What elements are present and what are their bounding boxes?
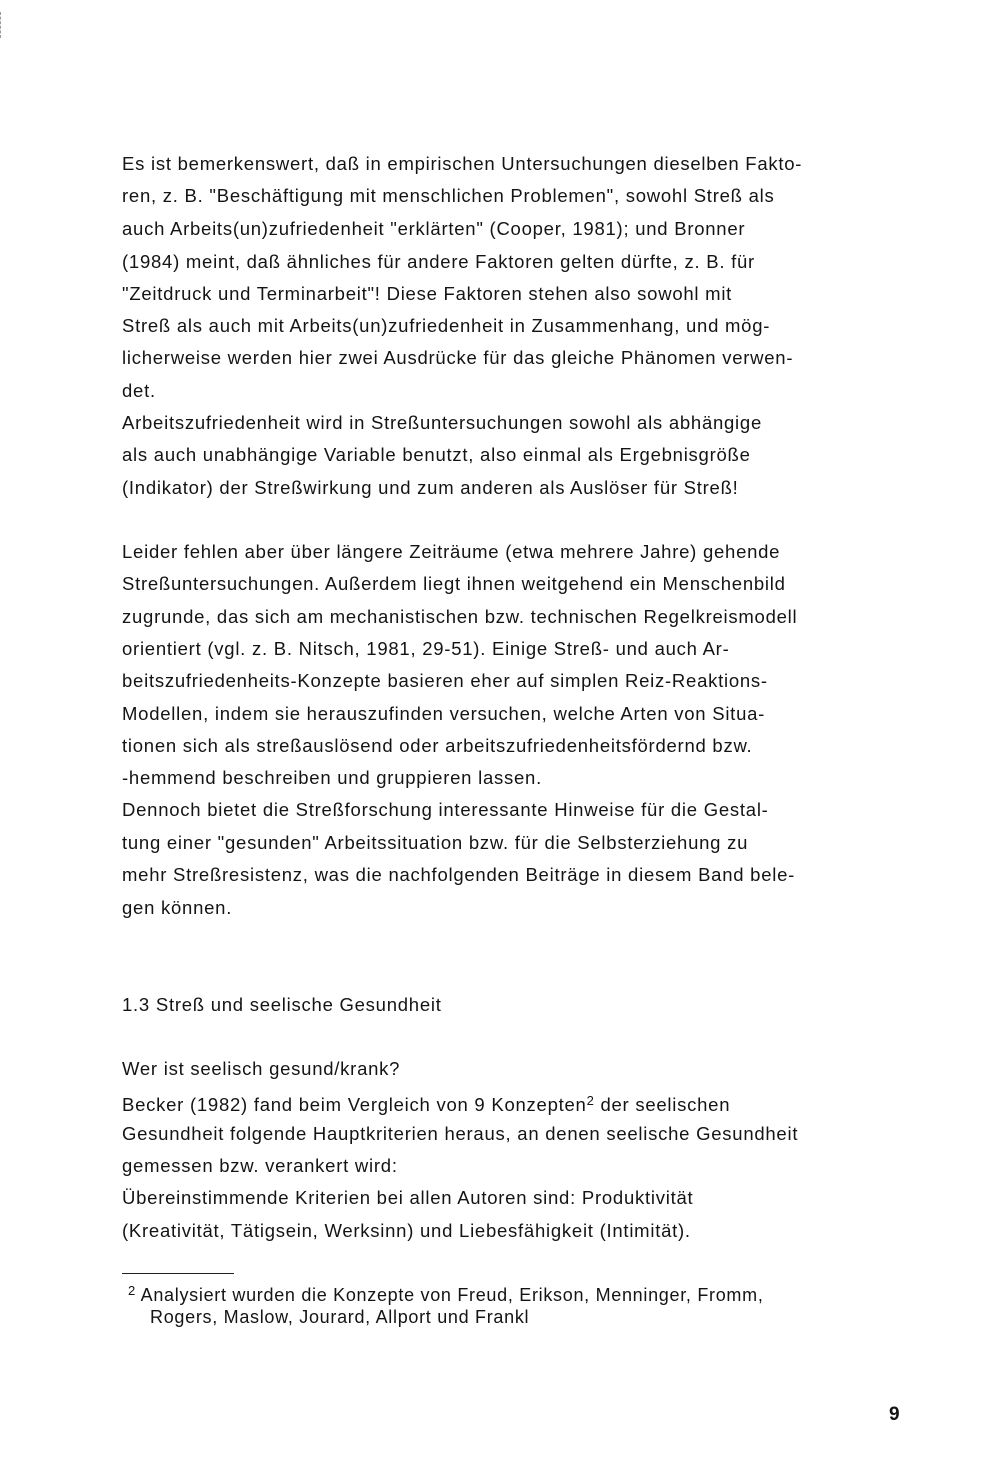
text-line bbox=[122, 1090, 730, 1116]
text-line: (1984) meint, daß ähnliches für andere Faktoren gelten dürfte, z. B. für bbox=[122, 251, 755, 272]
footnote-line: Rogers, Maslow, Jourard, Allport und Frankl bbox=[150, 1307, 530, 1327]
text-line: gemessen bzw. verankert wird: bbox=[122, 1155, 398, 1176]
text-line: Leider fehlen aber über längere Zeiträume (etwa mehrere Jahre) gehende bbox=[122, 541, 781, 562]
text-line: det. bbox=[122, 380, 156, 401]
text-line: (Kreativität, Tätigsein, Werksinn) und Liebesfähigkeit (Intimität). bbox=[122, 1220, 691, 1241]
text-line: auch Arbeits(un)zufriedenheit "erklärten" (Cooper, 1981); und Bronner bbox=[122, 218, 746, 239]
text-line: gen können. bbox=[122, 897, 233, 918]
text-fragment: Becker (1982) fand beim Vergleich von 9 Konzepten bbox=[122, 1094, 587, 1115]
text-line: Dennoch bietet die Streßforschung interessante Hinweise für die Gestal- bbox=[122, 799, 769, 820]
text-line: Es ist bemerkenswert, daß in empirischen Untersuchungen dieselben Fakto- bbox=[122, 153, 803, 174]
text-line: Arbeitszufriedenheit wird in Streßuntersuchungen sowohl als abhängige bbox=[122, 412, 762, 433]
text-line: Wer ist seelisch gesund/krank? bbox=[122, 1058, 401, 1079]
footnote-text: Analysiert wurden die Konzepte von Freud, Erikson, Menninger, Fromm, bbox=[135, 1285, 764, 1305]
page-number: 9 bbox=[889, 1404, 900, 1425]
footnote-marker: 2 bbox=[128, 1283, 136, 1298]
footnote-line bbox=[128, 1283, 764, 1306]
text-line: als auch unabhängige Variable benutzt, also einmal als Ergebnisgröße bbox=[122, 444, 751, 465]
text-line: tionen sich als streßauslösend oder arbeitszufriedenheitsfördernd bzw. bbox=[122, 735, 753, 756]
text-line: licherweise werden hier zwei Ausdrücke für das gleiche Phänomen verwen- bbox=[122, 347, 794, 368]
text-line: Übereinstimmende Kriterien bei allen Autoren sind: Produktivität bbox=[122, 1187, 694, 1208]
text-line: -hemmend beschreiben und gruppieren lassen. bbox=[122, 767, 542, 788]
scan-edge-mark bbox=[0, 12, 3, 38]
text-line: mehr Streßresistenz, was die nachfolgenden Beiträge in diesem Band bele- bbox=[122, 864, 796, 885]
text-line: Gesundheit folgende Hauptkriterien heraus, an denen seelische Gesundheit bbox=[122, 1123, 799, 1144]
text-line: Streßuntersuchungen. Außerdem liegt ihnen weitgehend ein Menschenbild bbox=[122, 573, 786, 594]
text-line: ren, z. B. "Beschäftigung mit menschlichen Problemen", sowohl Streß als bbox=[122, 185, 775, 206]
text-line: orientiert (vgl. z. B. Nitsch, 1981, 29-51). Einige Streß- und auch Ar- bbox=[122, 638, 730, 659]
section-heading: 1.3 Streß und seelische Gesundheit bbox=[122, 994, 442, 1015]
text-line: (Indikator) der Streßwirkung und zum anderen als Auslöser für Streß! bbox=[122, 477, 739, 498]
text-line: zugrunde, das sich am mechanistischen bzw. technischen Regelkreismodell bbox=[122, 606, 798, 627]
text-line: Streß als auch mit Arbeits(un)zufriedenheit in Zusammenhang, und mög- bbox=[122, 315, 771, 336]
text-line: tung einer "gesunden" Arbeitssituation bzw. für die Selbsterziehung zu bbox=[122, 832, 749, 853]
footnote-divider bbox=[122, 1273, 234, 1274]
text-line: beitszufriedenheits-Konzepte basieren eher auf simplen Reiz-Reaktions- bbox=[122, 670, 768, 691]
text-line: Modellen, indem sie herauszufinden versuchen, welche Arten von Situa- bbox=[122, 703, 766, 724]
text-fragment: der seelischen bbox=[594, 1094, 731, 1115]
text-line: "Zeitdruck und Terminarbeit"! Diese Faktoren stehen also sowohl mit bbox=[122, 283, 733, 304]
footnote-reference: 2 bbox=[586, 1093, 595, 1108]
